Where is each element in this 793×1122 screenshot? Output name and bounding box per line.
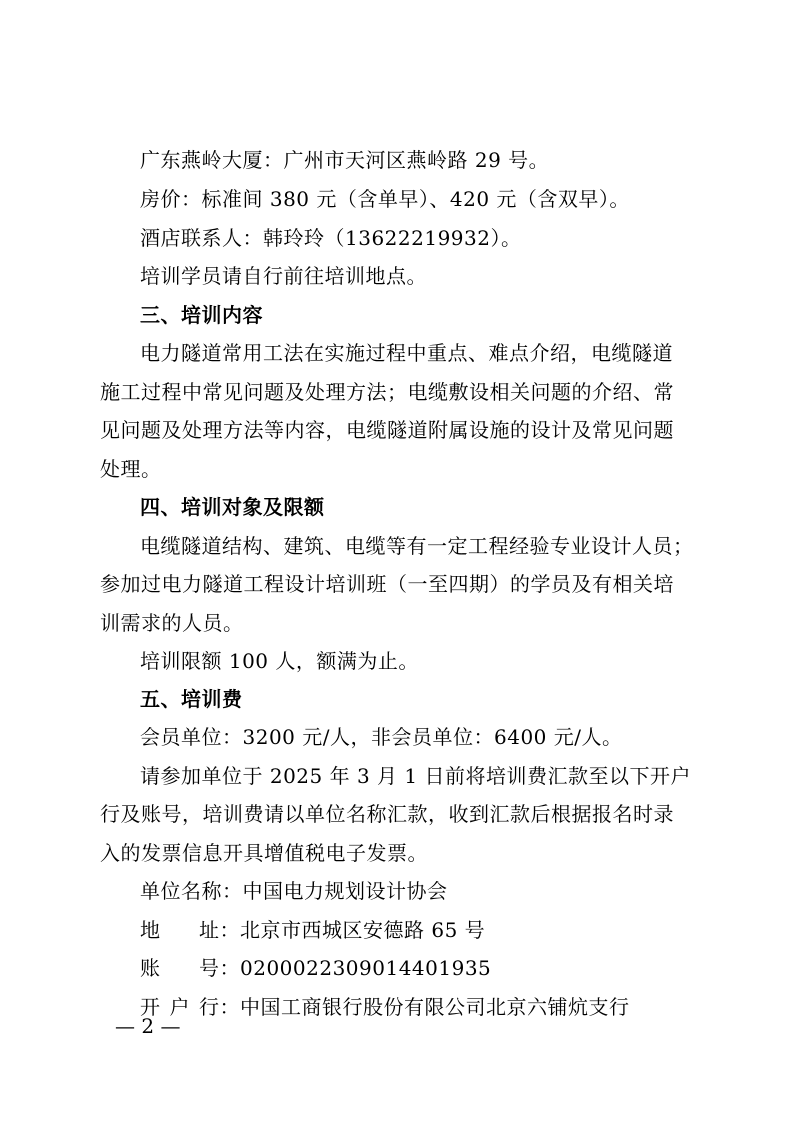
section-3-para-line-2: 施工过程中常见问题及处理方法；电缆敷设相关问题的介绍、常 [100,380,674,404]
section-5-para-line-2: 行及账号，培训费请以单位名称汇款，收到汇款后根据报名时录 [100,802,674,826]
bank-address-value: 北京市西城区安德路 65 号 [240,918,486,942]
bank-branch-value: 中国工商银行股份有限公司北京六铺炕支行 [240,995,630,1019]
section-4-para-line-1: 电缆隧道结构、建筑、电缆等有一定工程经验专业设计人员； [140,534,694,558]
page-number: — 2 — [115,1014,181,1038]
section-3-heading: 三、培训内容 [140,303,263,327]
section-3-para-line-4: 处理。 [100,457,162,481]
bank-address-line [140,918,700,942]
section-5-fee-line: 会员单位：3200 元/人，非会员单位：6400 元/人。 [140,725,623,749]
section-5-para-line-3: 入的发票信息开具增值税电子发票。 [100,841,428,865]
section-3-para-line-1: 电力隧道常用工法在实施过程中重点、难点介绍，电缆隧道 [140,341,673,365]
hotel-price-line: 房价：标准间 380 元（含单早）、420 元（含双早）。 [140,187,630,211]
section-5-heading: 五、培训费 [140,687,243,711]
hotel-contact-line: 酒店联系人：韩玲玲（13622219932）。 [140,226,522,250]
self-travel-line: 培训学员请自行前往培训地点。 [140,264,427,288]
bank-branch-label: 开 户 行： [140,995,240,1019]
bank-branch-line [140,995,700,1019]
section-3-para-line-3: 见问题及处理方法等内容，电缆隧道附属设施的设计及常见问题 [100,418,674,442]
bank-address-label: 地 址： [140,918,240,942]
section-5-para-line-1: 请参加单位于 2025 年 3 月 1 日前将培训费汇款至以下开户 [140,764,691,788]
bank-account-line [140,956,700,980]
bank-unit-value: 中国电力规划设计协会 [242,879,448,903]
section-4-para-line-2: 参加过电力隧道工程设计培训班（一至四期）的学员及有相关培 [100,572,674,596]
section-4-heading: 四、培训对象及限额 [140,495,325,519]
bank-account-value: 0200022309014401935 [240,956,492,980]
section-4-limit-line: 培训限额 100 人，额满为止。 [140,649,419,673]
bank-unit-label: 单位名称： [140,879,243,903]
section-4-para-line-3: 训需求的人员。 [100,611,244,635]
hotel-name-line: 广东燕岭大厦：广州市天河区燕岭路 29 号。 [140,148,550,172]
bank-account-label: 账 号： [140,956,240,980]
bank-unit-line [140,879,700,903]
